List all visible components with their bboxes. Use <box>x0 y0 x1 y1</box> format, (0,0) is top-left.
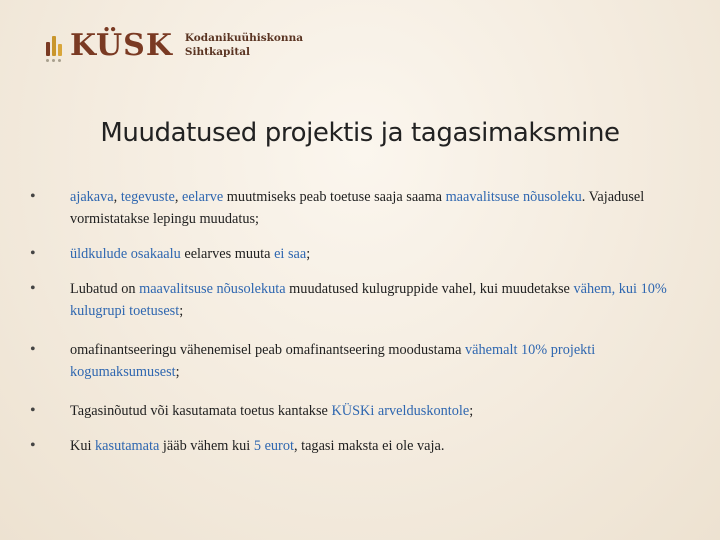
plain-text: , <box>174 189 182 205</box>
bullet-dot-icon: • <box>30 245 36 262</box>
highlighted-text: ei saa <box>274 246 307 262</box>
bullet-text <box>70 403 473 419</box>
bullet-text <box>70 246 310 262</box>
plain-text: , tagasi maksta ei ole vaja. <box>293 438 445 454</box>
logo-bars-icon <box>44 30 64 62</box>
bullet-dot-icon: • <box>30 188 36 205</box>
plain-text: . Vajadusel vormistatakse lepingu muudatus; <box>70 189 645 227</box>
highlighted-text: maavalitsuse nõusolekuta <box>139 281 286 297</box>
bullet-text <box>70 281 667 319</box>
plain-text: ; <box>306 246 311 262</box>
highlighted-text: üldkulude osakaalu <box>70 246 181 262</box>
bullet-text <box>70 438 444 454</box>
plain-text: muudatused kulugruppide vahel, kui muudetakse <box>285 281 574 297</box>
bullet-list <box>30 186 690 457</box>
kusk-logo <box>44 30 303 62</box>
highlighted-text: kasutamata <box>95 438 160 454</box>
plain-text: Tagasinõutud või kasutamata toetus kantakse <box>70 403 332 419</box>
highlighted-text: maavalitsuse nõusoleku <box>445 189 582 205</box>
bullet-dot-icon: • <box>30 437 36 454</box>
bullet-item <box>30 243 690 265</box>
logo-subtitle-line2: Sihtkapital <box>184 46 251 58</box>
bullet-item <box>30 278 690 322</box>
plain-text: ; <box>175 364 180 380</box>
highlighted-text: vähemalt 10% projekti kogumaksumusest <box>70 342 596 380</box>
logo-subtitle-line1: Kodanikuühiskonna <box>184 32 304 45</box>
plain-text: , <box>113 189 121 205</box>
bullet-dot-icon: • <box>30 402 36 419</box>
plain-text: ; <box>469 403 474 419</box>
highlighted-text: 5 eurot <box>253 438 294 454</box>
highlighted-text: vähem, kui 10% kulugrupi toetusest <box>70 281 667 319</box>
bullet-text <box>70 189 644 227</box>
bullet-dot-icon: • <box>30 341 36 358</box>
highlighted-text: eelarve <box>181 189 224 205</box>
bullet-item <box>30 186 690 230</box>
plain-text: Lubatud on <box>70 281 140 297</box>
plain-text: ; <box>179 303 184 319</box>
highlighted-text: KÜSKi arvelduskontole <box>331 403 470 419</box>
slide-title: Muudatused projektis ja tagasimaksmine <box>100 118 620 148</box>
plain-text: jääb vähem kui <box>159 438 254 454</box>
bullet-dot-icon: • <box>30 280 36 297</box>
plain-text: Kui <box>70 438 96 454</box>
bullet-item <box>30 435 690 457</box>
logo-subtitle <box>185 32 303 59</box>
highlighted-text: ajakava <box>70 189 114 205</box>
highlighted-text: tegevuste <box>120 189 175 205</box>
plain-text: omafinantseeringu vähenemisel peab omafinantseering moodustama <box>70 342 466 358</box>
plain-text: eelarves muuta <box>180 246 275 262</box>
bullet-item <box>30 400 690 422</box>
logo-wordmark: KÜSK <box>70 28 173 63</box>
bullet-item <box>30 339 690 383</box>
bullet-text <box>70 342 595 380</box>
plain-text: muutmiseks peab toetuse saaja saama <box>223 189 446 205</box>
